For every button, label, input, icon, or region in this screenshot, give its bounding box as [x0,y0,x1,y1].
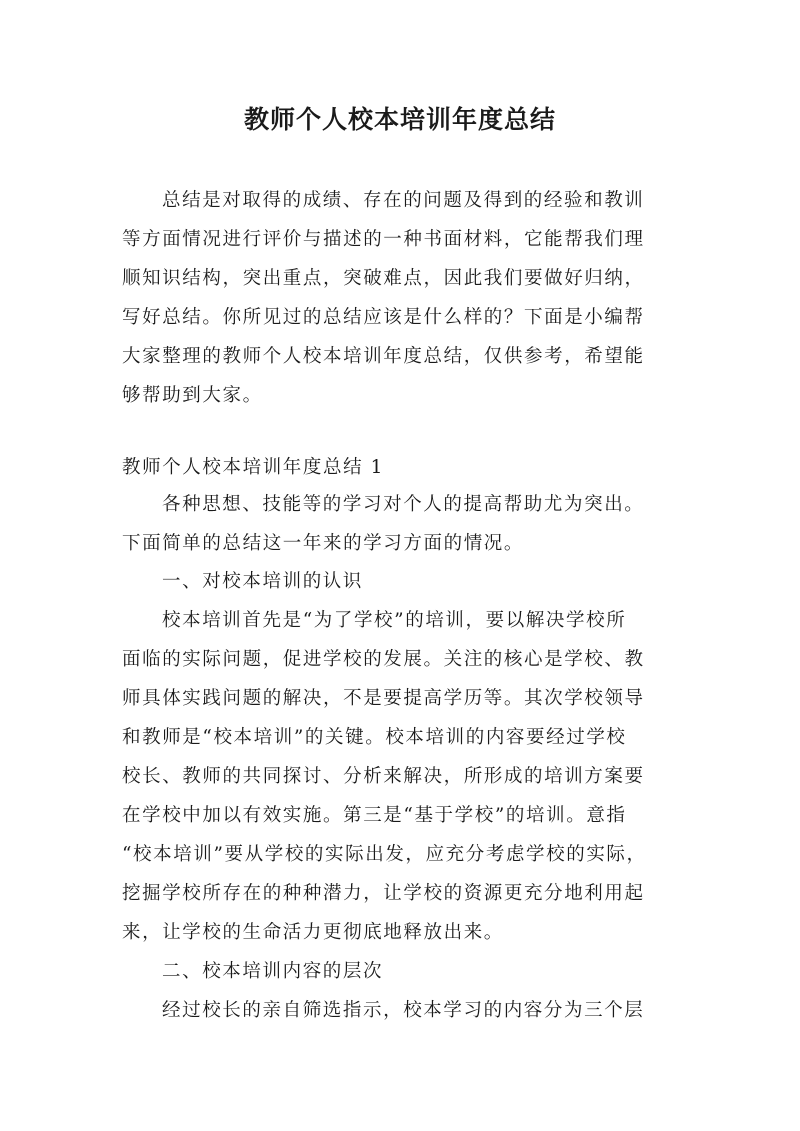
paragraph-line: 下面简单的总结这一年来的学习方面的情况。 [122,533,525,554]
paragraph-line: 和教师是“校本培训”的关键。校本培训的内容要经过学校 [122,727,627,748]
intro-line: 等方面情况进行评价与描述的一种书面材料，它能帮我们理 [122,229,645,250]
paragraph-line: “校本培训”要从学校的实际出发，应充分考虑学校的实际， [122,844,647,865]
paragraph-line: 校本培训首先是“为了学校”的培训，要以解决学校所 [162,610,627,631]
paragraph-line: 来，让学校的生命活力更彻底地释放出来。 [122,922,504,943]
paragraph-line: 师具体实践问题的解决，不是要提高学历等。其次学校领导 [122,688,645,709]
intro-line: 写好总结。你所见过的总结应该是什么样的？下面是小编帮 [122,307,645,328]
intro-line: 大家整理的教师个人校本培训年度总结，仅供参考，希望能 [122,346,645,367]
paragraph-line: 经过校长的亲自筛选指示，校本学习的内容分为三个层 [162,1000,645,1021]
paragraph-line: 面临的实际问题，促进学校的发展。关注的核心是学校、教 [122,649,645,670]
paragraph-line: 各种思想、技能等的学习对个人的提高帮助尤为突出。 [162,494,645,515]
subheading-one: 一、对校本培训的认识 [162,571,364,592]
intro-line: 够帮助到大家。 [122,385,263,406]
intro-line: 顺知识结构，突出重点，突破难点，因此我们要做好归纳， [122,268,645,289]
paragraph-line: 挖掘学校所存在的种种潜力，让学校的资源更充分地利用起 [122,883,645,904]
document-title: 教师个人校本培训年度总结 [243,105,556,134]
paragraph-line: 校长、教师的共同探讨、分析来解决，所形成的培训方案要 [122,766,645,787]
intro-line: 总结是对取得的成绩、存在的问题及得到的经验和教训 [162,190,645,211]
section-heading: 教师个人校本培训年度总结 1 [122,457,385,478]
subheading-two: 二、校本培训内容的层次 [162,961,384,982]
paragraph-line: 在学校中加以有效实施。第三是“基于学校”的培训。意指 [122,805,627,826]
